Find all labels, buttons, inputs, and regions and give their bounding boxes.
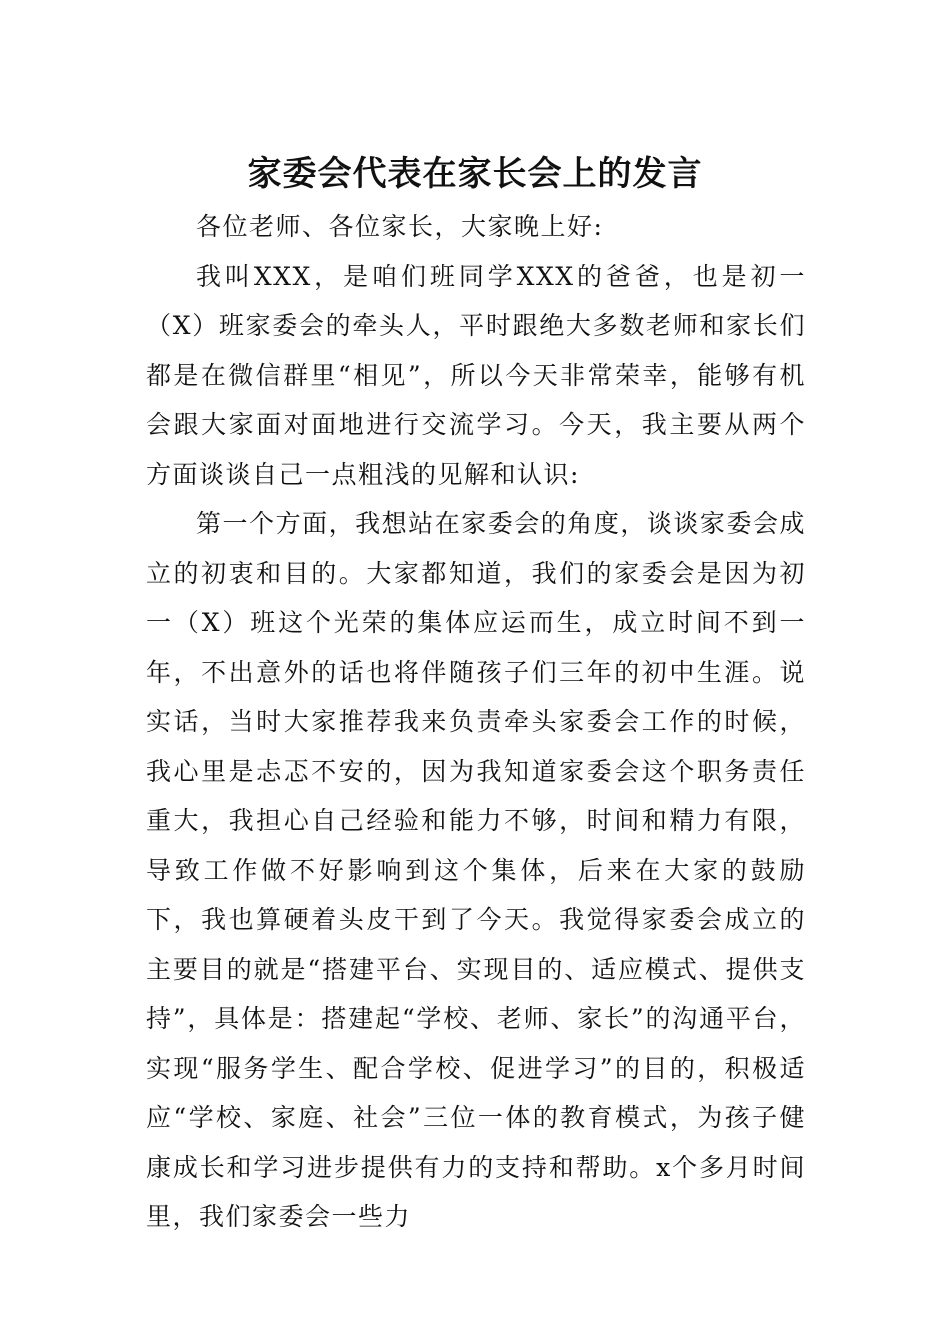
paragraph-first-aspect: 第一个方面，我想站在家委会的角度，谈谈家委会成立的初衷和目的。大家都知道，我们的家委会是因为初一（X）班这个光荣的集体应运而生，成立时间不到一年，不出意外的话也将伴随孩子们三年的初中生涯。说实话，当时大家推荐我来负责牵头家委会工作的时候，我心里是忐忑不安的，因为我知道家委会这个职务责任重大，我担心自己经验和能力不够，时间和精力有限，导致工作做不好影响到这个集体，后来在大家的鼓励下，我也算硬着头皮干到了今天。我觉得家委会成立的主要目的就是“搭建平台、实现目的、适应模式、提供支持”，具体是：搭建起“学校、老师、家长”的沟通平台，实现“服务学生、配合学校、促进学习”的目的，积极适应“学校、家庭、社会”三位一体的教育模式，为孩子健康成长和学习进步提供有力的支持和帮助。x个多月时间里，我们家委会一些力	[146, 509, 806, 1231]
document-title: 家委会代表在家长会上的发言	[247, 154, 703, 194]
paragraph-greeting: 各位老师、各位家长，大家晚上好:	[196, 212, 604, 241]
paragraph-introduction: 我叫XXX，是咱们班同学XXX的爸爸，也是初一（X）班家委会的牵头人，平时跟绝大多数老师和家长们都是在微信群里“相见”，所以今天非常荣幸，能够有机会跟大家面对面地进行交流学习。今天，我主要从两个方面谈谈自己一点粗浅的见解和认识:	[146, 261, 806, 489]
document-body	[146, 202, 806, 1242]
